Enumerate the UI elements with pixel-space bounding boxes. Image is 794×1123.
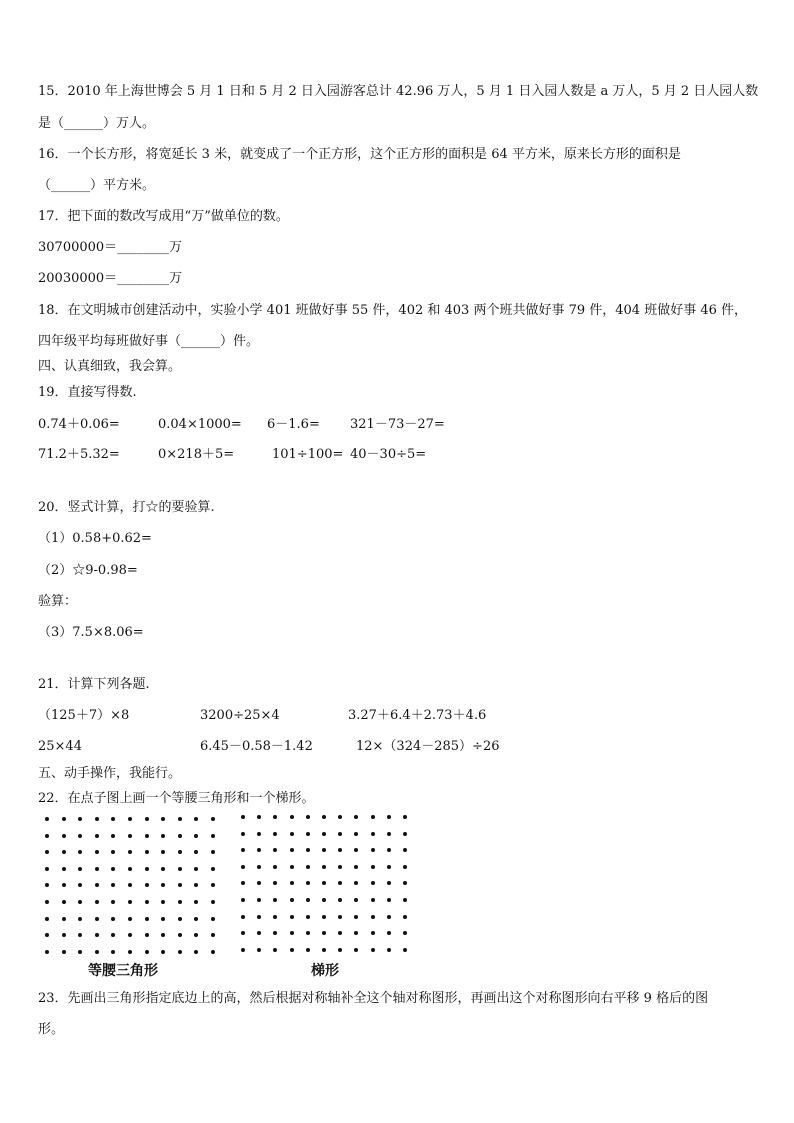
grid-dot[interactable] <box>178 900 182 904</box>
grid-dot[interactable] <box>273 881 277 885</box>
grid-dot[interactable] <box>78 850 82 854</box>
grid-dot[interactable] <box>178 950 182 954</box>
grid-dot[interactable] <box>371 848 375 852</box>
grid-dot[interactable] <box>211 950 215 954</box>
grid-dot[interactable] <box>95 900 99 904</box>
grid-dot[interactable] <box>95 834 99 838</box>
grid-dot[interactable] <box>387 931 391 935</box>
grid-dot[interactable] <box>273 848 277 852</box>
dot-grid-triangle[interactable] <box>45 817 228 966</box>
grid-dot[interactable] <box>194 867 198 871</box>
grid-dot[interactable] <box>257 931 261 935</box>
q16-line1: 16．一个长方形，将宽延长 3 米，就变成了一个正方形，这个正方形的面积是 64 平方米，原来长方形的面积是 <box>38 147 681 162</box>
grid-dot[interactable] <box>111 933 115 937</box>
grid-dot[interactable] <box>387 815 391 819</box>
q21-r2-c2: 6.45－0.58－1.42 <box>200 739 313 754</box>
grid-dot[interactable] <box>257 915 261 919</box>
grid-dot[interactable] <box>211 834 215 838</box>
grid-dot[interactable] <box>290 898 294 902</box>
grid-dot[interactable] <box>403 881 407 885</box>
q20-item-3: （3）7.5×8.06= <box>38 625 144 640</box>
q19-r1-c4: 321－73－27= <box>350 417 445 432</box>
grid-dot[interactable] <box>403 915 407 919</box>
q17-item-1: 30700000＝________万 <box>38 240 183 255</box>
grid-dot[interactable] <box>178 850 182 854</box>
grid-dot[interactable] <box>241 848 245 852</box>
grid-dot[interactable] <box>403 931 407 935</box>
grid-dot[interactable] <box>161 817 165 821</box>
grid-dot[interactable] <box>78 933 82 937</box>
grid-dot[interactable] <box>306 832 310 836</box>
grid-dot[interactable] <box>128 834 132 838</box>
grid-dot[interactable] <box>45 850 49 854</box>
grid-dot[interactable] <box>354 898 358 902</box>
grid-dot[interactable] <box>194 950 198 954</box>
grid-dot[interactable] <box>78 917 82 921</box>
grid-dot[interactable] <box>95 950 99 954</box>
grid-dot[interactable] <box>290 931 294 935</box>
grid-dot[interactable] <box>257 948 261 952</box>
grid-dot[interactable] <box>387 832 391 836</box>
dot-grid-trapezoid[interactable] <box>241 815 419 964</box>
grid-dot[interactable] <box>322 832 326 836</box>
q19-r1-c2: 0.04×1000= <box>158 417 242 432</box>
grid-dot[interactable] <box>387 915 391 919</box>
grid-dot[interactable] <box>371 915 375 919</box>
grid-dot[interactable] <box>257 881 261 885</box>
grid-dot[interactable] <box>45 883 49 887</box>
grid-dot[interactable] <box>371 832 375 836</box>
q23-line1: 23．先画出三角形指定底边上的高，然后根据对称轴补全这个轴对称图形，再画出这个对称图形向右平移 9 格后的图 <box>38 991 709 1006</box>
grid-dot[interactable] <box>95 917 99 921</box>
grid-dot[interactable] <box>290 865 294 869</box>
grid-dot[interactable] <box>322 915 326 919</box>
grid-dot[interactable] <box>128 900 132 904</box>
grid-dot[interactable] <box>178 883 182 887</box>
grid-dot[interactable] <box>387 848 391 852</box>
grid-dot[interactable] <box>45 817 49 821</box>
grid-dot[interactable] <box>178 917 182 921</box>
q21-r1-c2: 3200÷25×4 <box>200 708 280 723</box>
q19-title: 19．直接写得数. <box>38 385 137 400</box>
grid-dot[interactable] <box>161 834 165 838</box>
grid-dot[interactable] <box>354 865 358 869</box>
grid-dot[interactable] <box>128 883 132 887</box>
grid-dot[interactable] <box>371 865 375 869</box>
grid-dot[interactable] <box>273 865 277 869</box>
grid-dot[interactable] <box>145 834 149 838</box>
grid-dot[interactable] <box>111 950 115 954</box>
grid-dot[interactable] <box>338 815 342 819</box>
q19-r2-c2: 0×218＋5= <box>158 447 235 462</box>
grid-dot[interactable] <box>211 917 215 921</box>
grid-dot[interactable] <box>338 931 342 935</box>
q20-item-1: （1）0.58+0.62= <box>38 531 152 546</box>
q15-line2: 是（______）万人。 <box>38 116 156 131</box>
grid-dot[interactable] <box>62 834 66 838</box>
q19-r2-c1: 71.2＋5.32= <box>38 447 120 462</box>
grid-dot[interactable] <box>62 817 66 821</box>
grid-dot[interactable] <box>194 817 198 821</box>
grid-dot[interactable] <box>371 881 375 885</box>
grid-dot[interactable] <box>211 900 215 904</box>
grid-dot[interactable] <box>338 915 342 919</box>
grid-dot[interactable] <box>111 917 115 921</box>
grid-dot[interactable] <box>322 815 326 819</box>
grid-dot[interactable] <box>128 817 132 821</box>
grid-dot[interactable] <box>306 815 310 819</box>
grid-dot[interactable] <box>78 950 82 954</box>
grid-dot[interactable] <box>354 931 358 935</box>
section-4-heading: 四、认真细致，我会算。 <box>38 359 182 374</box>
grid-dot[interactable] <box>273 815 277 819</box>
section-5-heading: 五、动手操作，我能行。 <box>38 766 182 781</box>
grid-dot[interactable] <box>290 881 294 885</box>
grid-dot[interactable] <box>128 867 132 871</box>
grid-dot[interactable] <box>194 850 198 854</box>
grid-dot[interactable] <box>371 931 375 935</box>
grid-dot[interactable] <box>95 817 99 821</box>
grid-dot[interactable] <box>290 848 294 852</box>
grid-dot[interactable] <box>78 834 82 838</box>
grid-dot[interactable] <box>290 948 294 952</box>
grid-dot[interactable] <box>45 933 49 937</box>
grid-dot[interactable] <box>145 900 149 904</box>
q17-item-2: 20030000＝________万 <box>38 271 183 286</box>
grid-dot[interactable] <box>306 915 310 919</box>
grid-dot[interactable] <box>306 881 310 885</box>
grid-dot[interactable] <box>211 933 215 937</box>
grid-dot[interactable] <box>178 933 182 937</box>
grid-dot[interactable] <box>371 815 375 819</box>
q21-title: 21．计算下列各题. <box>38 677 150 692</box>
grid-dot[interactable] <box>241 832 245 836</box>
q17-title: 17．把下面的数改写成用“万”做单位的数。 <box>38 209 289 224</box>
grid-dot[interactable] <box>145 950 149 954</box>
grid-dot[interactable] <box>322 881 326 885</box>
grid-dot[interactable] <box>306 931 310 935</box>
grid-dot[interactable] <box>306 848 310 852</box>
grid-dot[interactable] <box>161 950 165 954</box>
grid-dot[interactable] <box>211 883 215 887</box>
grid-dot[interactable] <box>387 948 391 952</box>
grid-dot[interactable] <box>338 865 342 869</box>
grid-dot[interactable] <box>78 883 82 887</box>
grid-dot[interactable] <box>62 933 66 937</box>
grid-dot[interactable] <box>78 900 82 904</box>
grid-dot[interactable] <box>145 883 149 887</box>
grid-dot[interactable] <box>45 867 49 871</box>
grid-dot[interactable] <box>241 865 245 869</box>
grid-dot[interactable] <box>354 948 358 952</box>
grid-dot[interactable] <box>111 850 115 854</box>
grid-dot[interactable] <box>111 883 115 887</box>
q20-title: 20．竖式计算，打☆的要验算. <box>38 500 215 515</box>
grid-dot[interactable] <box>194 883 198 887</box>
grid-dot[interactable] <box>273 931 277 935</box>
q20-check-label: 验算： <box>38 594 78 609</box>
grid-dot[interactable] <box>62 883 66 887</box>
q19-r2-c3: 101÷100= <box>272 447 344 462</box>
grid-dot[interactable] <box>45 917 49 921</box>
grid-dot[interactable] <box>45 950 49 954</box>
grid-dot[interactable] <box>241 915 245 919</box>
grid-dot[interactable] <box>403 832 407 836</box>
grid-dot[interactable] <box>145 867 149 871</box>
grid-dot[interactable] <box>111 900 115 904</box>
grid-dot[interactable] <box>273 832 277 836</box>
grid-dot[interactable] <box>78 817 82 821</box>
grid-dot[interactable] <box>290 832 294 836</box>
grid-dot[interactable] <box>161 900 165 904</box>
grid-dot[interactable] <box>403 948 407 952</box>
grid-dot[interactable] <box>322 931 326 935</box>
grid-dot[interactable] <box>95 867 99 871</box>
grid-dot[interactable] <box>387 865 391 869</box>
q20-item-2: （2）☆9-0.98= <box>38 563 138 578</box>
grid-dot[interactable] <box>145 933 149 937</box>
grid-dot[interactable] <box>178 867 182 871</box>
grid-dot[interactable] <box>354 881 358 885</box>
grid-dot[interactable] <box>178 817 182 821</box>
grid-dot[interactable] <box>241 898 245 902</box>
grid-dot[interactable] <box>211 850 215 854</box>
q19-r1-c1: 0.74＋0.06= <box>38 417 120 432</box>
grid-dot[interactable] <box>371 948 375 952</box>
grid-dot[interactable] <box>371 898 375 902</box>
grid-dot[interactable] <box>128 933 132 937</box>
grid-dot[interactable] <box>257 865 261 869</box>
grid-dot[interactable] <box>273 898 277 902</box>
q15-line1: 15．2010 年上海世博会 5 月 1 日和 5 月 2 日入园游客总计 42.96 万人，5 月 1 日入园人数是 a 万人，5 月 2 日人园人数 <box>38 84 759 99</box>
grid-dot[interactable] <box>145 917 149 921</box>
grid-dot[interactable] <box>62 950 66 954</box>
grid-dot[interactable] <box>111 834 115 838</box>
grid-dot[interactable] <box>354 815 358 819</box>
grid-dot[interactable] <box>241 815 245 819</box>
grid-dot[interactable] <box>161 917 165 921</box>
grid-dot[interactable] <box>95 850 99 854</box>
grid-dot[interactable] <box>211 817 215 821</box>
grid-dot[interactable] <box>403 865 407 869</box>
grid-dot[interactable] <box>322 848 326 852</box>
grid-dot[interactable] <box>290 815 294 819</box>
q21-r1-c3: 3.27＋6.4＋2.73＋4.6 <box>348 708 487 723</box>
grid-dot[interactable] <box>257 848 261 852</box>
q21-r2-c3: 12×（324－285）÷26 <box>356 739 500 754</box>
q21-r1-c1: （125＋7）×8 <box>38 708 130 723</box>
caption-isosceles-triangle: 等腰三角形 <box>88 963 158 979</box>
grid-dot[interactable] <box>354 832 358 836</box>
grid-dot[interactable] <box>194 834 198 838</box>
grid-dot[interactable] <box>145 817 149 821</box>
grid-dot[interactable] <box>387 881 391 885</box>
grid-dot[interactable] <box>290 915 294 919</box>
grid-dot[interactable] <box>128 917 132 921</box>
grid-dot[interactable] <box>161 933 165 937</box>
grid-dot[interactable] <box>161 883 165 887</box>
grid-dot[interactable] <box>257 815 261 819</box>
caption-trapezoid: 梯形 <box>311 963 339 979</box>
grid-dot[interactable] <box>178 834 182 838</box>
grid-dot[interactable] <box>128 850 132 854</box>
grid-dot[interactable] <box>403 898 407 902</box>
grid-dot[interactable] <box>111 867 115 871</box>
grid-dot[interactable] <box>211 867 215 871</box>
grid-dot[interactable] <box>241 881 245 885</box>
grid-dot[interactable] <box>145 850 149 854</box>
grid-dot[interactable] <box>338 881 342 885</box>
q18-line2: 四年级平均每班做好事（______）件。 <box>38 334 260 349</box>
grid-dot[interactable] <box>338 898 342 902</box>
grid-dot[interactable] <box>194 933 198 937</box>
grid-dot[interactable] <box>403 848 407 852</box>
grid-dot[interactable] <box>273 915 277 919</box>
grid-dot[interactable] <box>354 848 358 852</box>
grid-dot[interactable] <box>257 832 261 836</box>
grid-dot[interactable] <box>322 865 326 869</box>
grid-dot[interactable] <box>194 917 198 921</box>
q21-r2-c1: 25×44 <box>38 739 82 754</box>
grid-dot[interactable] <box>338 832 342 836</box>
grid-dot[interactable] <box>338 948 342 952</box>
q23-line2: 形。 <box>38 1022 65 1037</box>
q16-line2: （______）平方米。 <box>38 178 156 193</box>
grid-dot[interactable] <box>241 948 245 952</box>
grid-dot[interactable] <box>322 898 326 902</box>
grid-dot[interactable] <box>45 834 49 838</box>
grid-dot[interactable] <box>62 900 66 904</box>
grid-dot[interactable] <box>306 865 310 869</box>
grid-dot[interactable] <box>322 948 326 952</box>
grid-dot[interactable] <box>338 848 342 852</box>
q22-title: 22．在点子图上画一个等腰三角形和一个梯形。 <box>38 791 315 806</box>
grid-dot[interactable] <box>257 898 261 902</box>
grid-dot[interactable] <box>403 815 407 819</box>
q18-line1: 18．在文明城市创建活动中，实验小学 401 班做好事 55 件，402 和 403 两个班共做好事 79 件，404 班做好事 46 件， <box>38 303 748 318</box>
grid-dot[interactable] <box>241 931 245 935</box>
grid-dot[interactable] <box>111 817 115 821</box>
grid-dot[interactable] <box>161 850 165 854</box>
grid-dot[interactable] <box>95 883 99 887</box>
grid-dot[interactable] <box>273 948 277 952</box>
grid-dot[interactable] <box>128 950 132 954</box>
grid-dot[interactable] <box>306 898 310 902</box>
grid-dot[interactable] <box>62 867 66 871</box>
grid-dot[interactable] <box>354 915 358 919</box>
grid-dot[interactable] <box>62 850 66 854</box>
grid-dot[interactable] <box>45 900 49 904</box>
q19-r1-c3: 6－1.6= <box>267 417 320 432</box>
grid-dot[interactable] <box>95 933 99 937</box>
q19-r2-c4: 40－30÷5= <box>350 447 427 462</box>
grid-dot[interactable] <box>306 948 310 952</box>
grid-dot[interactable] <box>62 917 66 921</box>
grid-dot[interactable] <box>78 867 82 871</box>
grid-dot[interactable] <box>387 898 391 902</box>
grid-dot[interactable] <box>161 867 165 871</box>
grid-dot[interactable] <box>194 900 198 904</box>
